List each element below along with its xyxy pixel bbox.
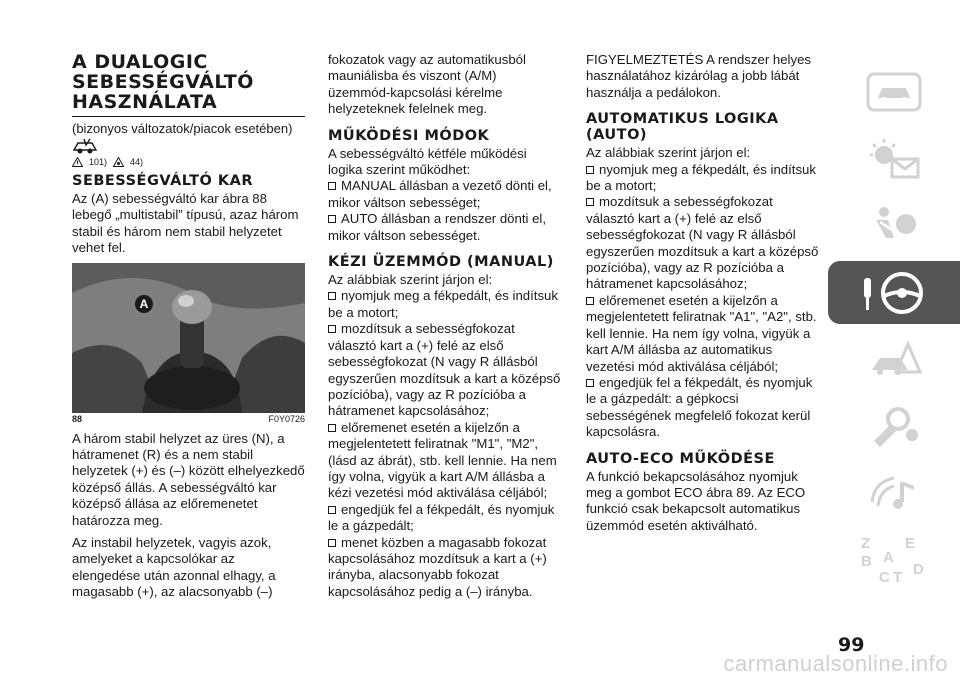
mode-manual-item [328, 178, 561, 211]
lever-paragraph: Az (A) sebességváltó kar ábra 88 lebegő „multistabil” típusú, azaz három stabil és három nem stabil helyzetet vehet fel. [72, 191, 299, 256]
breakdown-warning-icon [864, 338, 924, 382]
auto-step-3-text: előremenet esetén a kijelzőn a megjelentetett feliratnak "A1", "A2", stb. kell lennie. Ha nem így volna, vigyük a kart A/M állásba az automatikus vezetési mód aktiválása céljából; [586, 292, 817, 374]
mode-manual-text: állásban a vezető dönti el, mikor váltson sebességet; [328, 178, 552, 210]
safety-airbag-icon [864, 204, 924, 248]
caution-ref-44: 44) [130, 157, 144, 167]
manual-step-3-text: előremenet esetén a kijelzőn a megjelentetett feliratnak "M1", "M2", (lásd az ábrát), stb. kell lennie. Ha nem így volna, vigyük a kart A/M állásba a kézi vezetési mód aktiválása céljából; [328, 419, 557, 501]
subtitle: (bizonyos változatok/piacok esetében) [72, 121, 293, 136]
manual-step-2-text: mozdítsuk a sebességfokozat választó kart a (+) felé az első sebességfokozat (N vagy R állásból egyszerűen mozdítsuk a kart a középső pozícióba), vagy az R pozícióba a hátramenet kapcsolásához; [328, 321, 561, 419]
section-title: A DUALOGIC SEBESSÉGVÁLTÓ HASZNÁLATA [72, 51, 254, 113]
index-letter-e: E [905, 534, 916, 552]
chapter-sidebar [828, 60, 960, 596]
manual-step-3 [328, 420, 561, 502]
index-letters-icon [859, 535, 929, 587]
tab-emergency[interactable] [828, 328, 960, 391]
manual-intro: Az alábbiak szerint járjon el: [328, 272, 493, 288]
bullet-square [328, 215, 336, 223]
tab-index[interactable] [828, 529, 960, 592]
mode-auto-key: AUTO [341, 211, 378, 227]
figure-callout-a: A [139, 296, 149, 311]
column-2 [328, 52, 561, 600]
mode-auto-text: állásban a rendszer dönti el, mikor váltson sebességet. [328, 211, 547, 243]
figure-number: 88 [72, 413, 83, 424]
eco-heading: AUTO-ECO MŰKÖDÉSE [586, 450, 775, 467]
figure-code: F0Y0726 [268, 413, 305, 424]
warning-lights-icon [864, 137, 924, 181]
figure-caption [72, 413, 305, 425]
manual-step-1-text: nyomjuk meg a fékpedált, és indítsuk be a motort; [328, 288, 558, 320]
index-letter-b: B [861, 552, 872, 570]
modes-intro: A sebességváltó kétféle működési logika szerint működhet: [328, 145, 527, 178]
manual-step-4 [328, 502, 561, 535]
index-letter-z: Z [861, 534, 871, 552]
column-3 [586, 52, 819, 534]
caution-triangle-icon [113, 157, 124, 167]
stable-positions-paragraph: A három stabil helyzet az üres (N), a hátramenet (R) és a nem stabil helyzetek (+) és (–) között elhelyezkedő középső állás. A sebességváltó kar középső állása az előremenetet határozza meg. [72, 430, 305, 528]
manual-step-4-text: engedjük fel a fékpedált, és nyomjuk le a gázpedált; [328, 501, 555, 534]
bullet-square [328, 424, 336, 432]
mode-manual-key: MANUAL [341, 178, 396, 194]
auto-intro: Az alábbiak szerint járjon el: [586, 145, 751, 161]
mode-auto-item [328, 211, 561, 244]
manual-step-5-text: menet közben a magasabb fokozat kapcsolásához mozdítsuk a kart a (+) irányba, alacsonyabb fokozat kapcsolásához pedig a (–) irányba. [328, 534, 547, 599]
tab-maintenance[interactable] [828, 395, 960, 458]
tab-dashboard[interactable] [828, 60, 960, 123]
auto-step-2-text: mozdítsuk a sebességfokozat választó kart a (+) felé az első sebességfokozat (N vagy R állásból egyszerűen mozdítsuk a kart a középső pozícióba), vagy az R pozícióba a hátramenet kapcsolásához; [586, 194, 819, 292]
bullet-square [328, 292, 336, 300]
manual-step-1 [328, 288, 561, 321]
auto-step-4 [586, 375, 819, 441]
gear-lever-figure [72, 263, 305, 413]
warning-paragraph: FIGYELMEZTETÉS A rendszer helyes használatához kizárólag a jobb lábát használja a pedálokon. [586, 52, 811, 100]
eco-paragraph: A funkció bekapcsolásához nyomjuk meg a gombot ECO ábra 89. Az ECO funkció csak bekapcsolt automatikus üzemmód esetén aktiválható. [586, 468, 806, 533]
page-number: 99 [838, 634, 865, 656]
auto-step-1-text: nyomjuk meg a fékpedált, és indítsuk be a motort; [586, 161, 816, 194]
steering-wheel-key-icon [858, 268, 930, 318]
unstable-positions-paragraph: Az instabil helyzetek, vagyis azok, amelyeket a kapcsolókar az elengedése után azonnal elhagy, a magasabb (+), az alacsonyabb (–) [72, 535, 276, 600]
continued-paragraph: fokozatok vagy az automatikusból mauniálisba és viszont (A/M) üzemmód-kapcsolási kérelme helyzeteknek felelnek meg. [328, 52, 526, 117]
manual-heading: KÉZI ÜZEMMÓD (MANUAL) [328, 254, 554, 271]
bullet-square [586, 297, 594, 305]
tab-starting-driving[interactable] [828, 261, 960, 324]
equipment-icon [72, 137, 305, 155]
bullet-square [586, 166, 594, 174]
bullet-square [328, 506, 336, 514]
warning-triangle-icon [72, 157, 83, 167]
tab-multimedia[interactable] [828, 462, 960, 525]
title-rule [72, 116, 305, 117]
footer-watermark: carmanualsonline.info [723, 651, 948, 676]
index-letter-d: D [913, 560, 924, 578]
service-wrench-icon [864, 405, 924, 449]
modes-heading: MŰKÖDÉSI MÓDOK [328, 127, 490, 144]
manual-step-5 [328, 535, 561, 601]
auto-heading: AUTOMATIKUS LOGIKA (AUTO) [586, 111, 779, 144]
bullet-square [328, 182, 336, 190]
index-letter-c: C [879, 568, 890, 586]
manual-step-2 [328, 321, 561, 419]
auto-step-1 [586, 162, 819, 195]
tab-safety[interactable] [828, 194, 960, 257]
warning-ref-101: 101) [89, 157, 108, 167]
lever-heading: SEBESSÉGVÁLTÓ KAR [72, 173, 254, 189]
bullet-square [586, 379, 594, 387]
car-dashboard-icon [864, 70, 924, 114]
column-1 [72, 52, 305, 601]
tab-warnings[interactable] [828, 127, 960, 190]
warning-refs [72, 157, 305, 167]
bullet-square [328, 325, 336, 333]
auto-step-3 [586, 293, 819, 375]
bullet-square [328, 539, 336, 547]
auto-step-2 [586, 194, 819, 292]
media-music-icon [864, 472, 924, 516]
bullet-square [586, 198, 594, 206]
auto-step-4-text: engedjük fel a fékpedált, és nyomjuk le a gázpedált: a gépkocsi sebességének megfelelő fokozat kerül kapcsolásra. [586, 374, 813, 440]
index-letter-a: A [883, 548, 894, 566]
index-letter-t: T [893, 568, 903, 586]
